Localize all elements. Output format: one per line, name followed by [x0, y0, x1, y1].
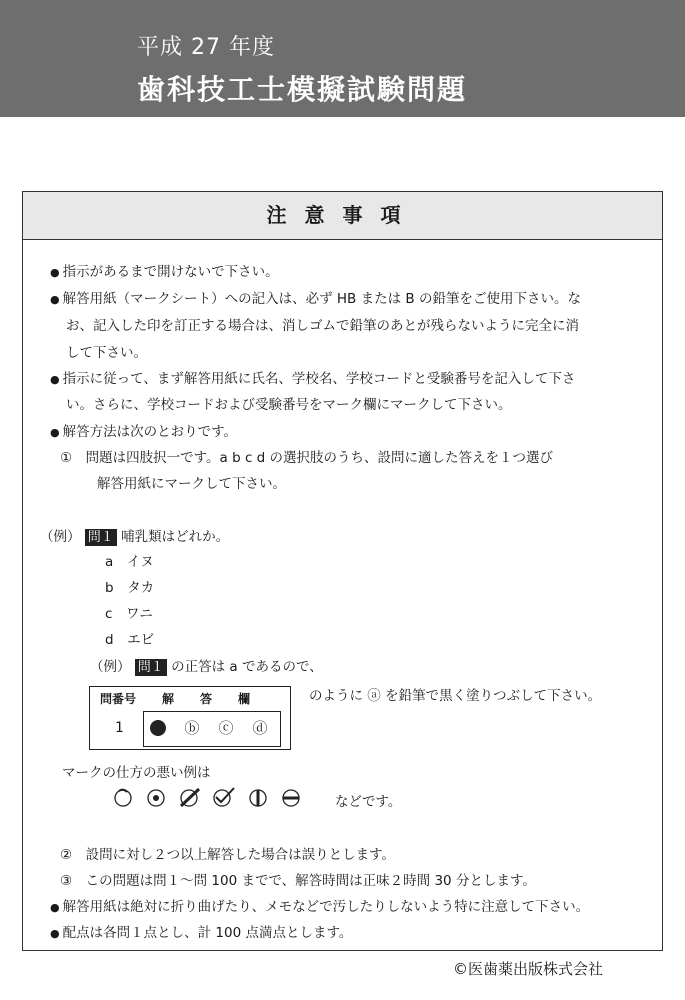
- answer-sheet-example: [89, 686, 291, 750]
- option-c: c ワニ: [105, 606, 153, 622]
- answer-table-header: [90, 687, 290, 709]
- bad-mark-check-icon: [214, 788, 234, 806]
- instruction-line: ① 問題は四肢択一です。a b c d の選択肢のうち、設問に適した答えを１つ選び: [60, 450, 554, 466]
- page-header: [0, 0, 685, 117]
- instruction-line: ● 解答方法は次のとおりです。: [50, 420, 237, 440]
- question-tag: 問１: [135, 659, 167, 676]
- bad-marks-suffix: などです。: [335, 794, 402, 810]
- correct-answer-line: （例） 問１ の正答は a であるので、: [90, 659, 323, 675]
- exam-year: 平成 27 年度: [137, 35, 275, 60]
- bad-mark-dot-icon: [148, 790, 164, 806]
- bubble-b: ⓑ: [184, 719, 200, 737]
- instruction-line: ● 指示に従って、まず解答用紙に氏名、学校名、学校コードと受験番号を記入して下さ: [50, 367, 575, 387]
- answer-column-header: 解答欄: [162, 692, 277, 706]
- rule-4: ● 解答用紙は絶対に折り曲げたり、メモなどで汚したりしないよう特に注意して下さい。: [50, 895, 589, 915]
- bubble-d: ⓓ: [252, 719, 268, 737]
- question-number: 1: [115, 720, 124, 736]
- rule-5: ● 配点は各問１点とし、計 100 点満点とします。: [50, 921, 352, 941]
- bad-mark-vertical-icon: [250, 790, 266, 806]
- example-prefix: （例）: [40, 529, 81, 545]
- notice-title: 注意事項: [23, 192, 662, 240]
- option-b: b タカ: [105, 580, 155, 596]
- rule-3: ③ この問題は問１〜問 100 までで、解答時間は正味２時間 30 分とします。: [60, 873, 536, 889]
- bad-mark-slash-icon: [181, 789, 199, 806]
- instruction-line: ● 指示があるまで開けないで下さい。: [50, 260, 279, 280]
- option-a: a イヌ: [105, 554, 154, 570]
- example-question-text: 哺乳類はどれか。: [121, 529, 230, 545]
- option-d: d エビ: [105, 632, 155, 648]
- bad-mark-horizontal-icon: [283, 790, 299, 806]
- example-question: [40, 525, 229, 546]
- rule-2: ② 設問に対し２つ以上解答した場合は誤りとします。: [60, 847, 396, 863]
- bubble-c: ⓒ: [218, 719, 234, 737]
- instruction-line: 解答用紙にマークして下さい。: [97, 476, 286, 492]
- exam-title: 歯科技工士模擬試験問題: [137, 73, 468, 106]
- instruction-line: い。さらに、学校コードおよび受験番号をマーク欄にマークして下さい。: [66, 397, 512, 413]
- question-number-header: 問番号: [100, 692, 137, 706]
- instruction-line: お、記入した印を訂正する場合は、消しゴムで鉛筆のあとが残らないように完全に消: [66, 318, 579, 334]
- filled-bubble-a: [150, 720, 166, 736]
- bad-mark-partial-icon: [115, 790, 131, 806]
- answer-bubbles: [143, 711, 281, 747]
- question-tag: 問１: [85, 529, 117, 546]
- instruction-line: して下さい。: [66, 345, 147, 361]
- copyright: ©医歯薬出版株式会社: [453, 960, 604, 978]
- fill-instruction: のように ⓐ を鉛筆で黒く塗りつぶして下さい。: [309, 688, 602, 704]
- instruction-line: ● 解答用紙（マークシート）への記入は、必ず HB または B の鉛筆をご使用下さい。な: [50, 287, 581, 307]
- bad-marks-label: マークの仕方の悪い例は: [62, 765, 211, 781]
- bad-mark-examples: [110, 786, 320, 810]
